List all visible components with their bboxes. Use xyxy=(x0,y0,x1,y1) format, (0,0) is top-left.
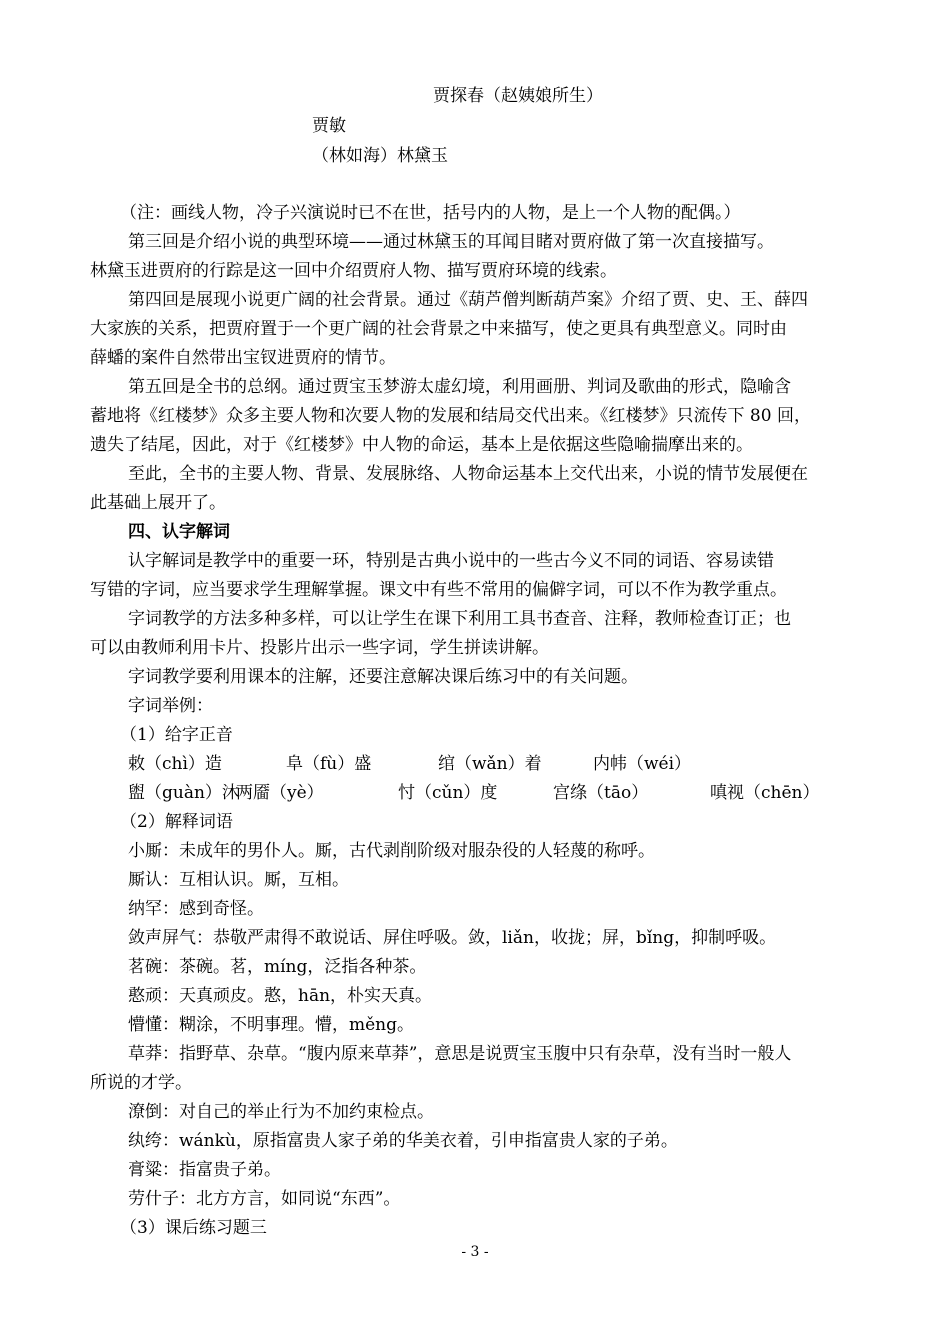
definition-item: 潦倒：对自己的举止行为不加约束检点。 xyxy=(128,1102,434,1122)
definition-item-caomang-line2: 所说的才学。 xyxy=(90,1073,192,1093)
tree-line-tanchun: 贾探春（赵姨娘所生） xyxy=(433,86,603,106)
section-para1-line2: 写错的字词，应当要求学生理解掌握。课文中有些不常用的偏僻字词，可以不作为教学重点。 xyxy=(90,580,787,600)
tree-line-daiyu: （林如海）林黛玉 xyxy=(312,146,448,166)
definition-item: 纨绔：wánkù，原指富贵人家子弟的华美衣着，引申指富贵人家的子弟。 xyxy=(128,1131,678,1151)
definition-item: 纳罕：感到奇怪。 xyxy=(128,899,264,919)
note-text: （注：画线人物，冷子兴演说时已不在世，括号内的人物，是上一个人物的配偶。） xyxy=(120,203,741,223)
definition-item: 憨顽：天真顽皮。憨，hān，朴实天真。 xyxy=(128,986,433,1006)
para-chapter5-line3: 遗失了结尾，因此，对于《红楼梦》中人物的命运，基本上是依据这些隐喻揣摩出来的。 xyxy=(90,435,753,455)
pron-item: 忖（cǔn）度 xyxy=(398,783,498,803)
subheading-definitions: （2）解释词语 xyxy=(120,812,233,832)
pron-item: 敕（chì）造 xyxy=(128,754,222,774)
para-chapter3-line2: 林黛玉进贾府的行踪是这一回中介绍贾府人物、描写贾府环境的线索。 xyxy=(90,261,617,281)
tree-line-jiamin: 贾敏 xyxy=(312,116,346,136)
section-para3: 字词教学要利用课本的注解，还要注意解决课后练习中的有关问题。 xyxy=(128,667,638,687)
definition-item: 厮认：互相认识。厮，互相。 xyxy=(128,870,349,890)
section-para1-line1: 认字解词是教学中的重要一环，特别是古典小说中的一些古今义不同的词语、容易读错 xyxy=(128,551,774,571)
para-chapter4-line2: 大家族的关系，把贾府置于一个更广阔的社会背景之中来描写，使之更具有典型意义。同时由 xyxy=(90,319,787,339)
pron-item: 盥（guàn）沐 xyxy=(128,783,239,803)
para-chapter5-line1: 第五回是全书的总纲。通过贾宝玉梦游太虚幻境，利用画册、判词及歌曲的形式，隐喻含 xyxy=(128,377,791,397)
subheading-pronunciation: （1）给字正音 xyxy=(120,725,233,745)
pron-item: 内帏（wéi） xyxy=(593,754,692,774)
definition-item: 小厮：未成年的男仆人。厮，古代剥削阶级对服杂役的人轻蔑的称呼。 xyxy=(128,841,655,861)
section-para2-line1: 字词教学的方法多种多样，可以让学生在课下利用工具书查音、注释，教师检查订正；也 xyxy=(128,609,791,629)
para-chapter4-line3: 薛蟠的案件自然带出宝钗进贾府的情节。 xyxy=(90,348,396,368)
definition-item: 茗碗：茶碗。茗，míng，泛指各种茶。 xyxy=(128,957,427,977)
para-chapter5-line2: 蓄地将《红楼梦》众多主要人物和次要人物的发展和结局交代出来。《红楼梦》只流传下 80 回， xyxy=(90,406,811,426)
pron-item: 绾（wǎn）着 xyxy=(438,754,542,774)
section-para2-line2: 可以由教师利用卡片、投影片出示一些字词，学生拼读讲解。 xyxy=(90,638,549,658)
subheading-exercise: （3）课后练习题三 xyxy=(120,1218,267,1238)
para-summary-line1: 至此，全书的主要人物、背景、发展脉络、人物命运基本上交代出来，小说的情节发展便在 xyxy=(128,464,808,484)
definition-item-caomang-line1: 草莽：指野草、杂草。“腹内原来草莽”，意思是说贾宝玉腹中只有杂草，没有当时一般人 xyxy=(128,1044,792,1064)
examples-label: 字词举例： xyxy=(128,696,213,716)
pron-item: 两靥（yè） xyxy=(236,783,324,803)
page-number: - 3 - xyxy=(461,1244,489,1260)
para-summary-line2: 此基础上展开了。 xyxy=(90,493,226,513)
definition-item: 劳什子：北方方言，如同说“东西”。 xyxy=(128,1189,401,1209)
definition-item: 懵懂：糊涂，不明事理。懵，měng。 xyxy=(128,1015,415,1035)
pronunciation-row-1 xyxy=(0,754,950,774)
section-heading: 四、认字解词 xyxy=(128,522,230,542)
para-chapter3-line1: 第三回是介绍小说的典型环境——通过林黛玉的耳闻目睹对贾府做了第一次直接描写。 xyxy=(128,232,774,252)
pron-item: 阜（fù）盛 xyxy=(286,754,372,774)
definition-item: 敛声屏气：恭敬严肃得不敢说话、屏住呼吸。敛，liǎn，收拢；屏，bǐng，抑制呼吸。 xyxy=(128,928,777,948)
definition-item: 膏粱：指富贵子弟。 xyxy=(128,1160,281,1180)
pron-item: 嗔视（chēn） xyxy=(710,783,820,803)
pronunciation-row-2 xyxy=(0,783,950,803)
para-chapter4-line1: 第四回是展现小说更广阔的社会背景。通过《葫芦僧判断葫芦案》介绍了贾、史、王、薛四 xyxy=(128,290,808,310)
pron-item: 宫绦（tāo） xyxy=(553,783,649,803)
